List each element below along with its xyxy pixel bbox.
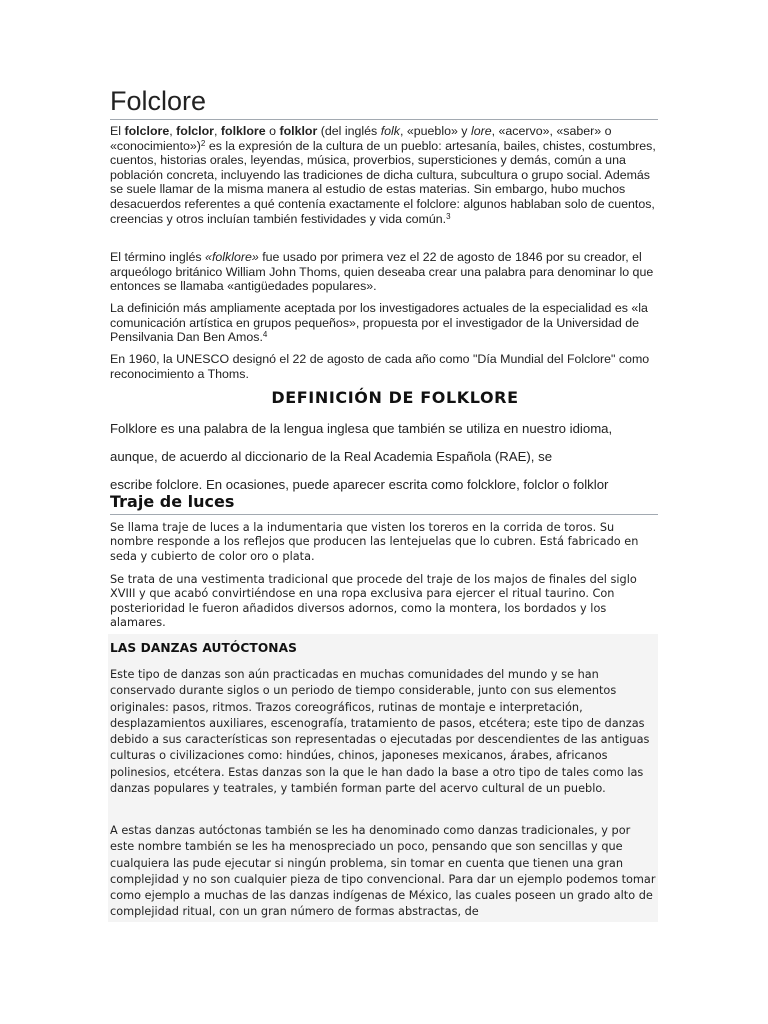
intro-paragraph-4: En 1960, la UNESCO designó el 22 de agosto de cada año como "Día Mundial del Folclore" como reconocimiento a Thoms. <box>110 352 650 381</box>
text-run: , «pueblo» y <box>399 124 471 138</box>
text-run: , «acervo», «saber» o «conocimiento») <box>110 124 612 153</box>
traje-heading: Traje de luces <box>110 491 658 515</box>
text-run: El <box>110 124 125 138</box>
italic-term-lore: lore <box>470 124 492 138</box>
intro-paragraph-3 <box>110 301 662 345</box>
traje-paragraph-2: Se trata de una vestimenta tradicional que procede del traje de los majos de finales del siglo XVIII y que acabó convirtiéndose en una ropa exclusiva para ejercer el ritual taurino. Con posterioridad le fueron añadidos diversos adornos, como la montera, los bordados y los alamares. <box>110 573 637 630</box>
bold-term-folclor: folclor <box>176 124 214 138</box>
text-run: (del inglés <box>317 124 381 138</box>
text-run: La definición más ampliamente aceptada por los investigadores actuales de la especialidad es «la comunicación artística en grupos pequeños», propuesta por el investigador de la Universidad de Pensilvania Dan Ben Amos. <box>110 301 648 345</box>
article-title: Folclore <box>110 84 658 120</box>
text-run: , <box>169 124 177 138</box>
text-run: o <box>265 124 280 138</box>
text-run: , <box>214 124 221 138</box>
bold-term-folklore: folklore <box>220 124 266 138</box>
italic-term-folk: folk <box>380 124 400 138</box>
definition-line-2: aunque, de acuerdo al diccionario de la Real Academia Española (RAE), se <box>110 449 553 464</box>
reference-link[interactable]: 2 <box>200 138 206 148</box>
definition-heading: DEFINICIÓN DE FOLKLORE <box>271 388 519 407</box>
intro-paragraph-2 <box>110 250 662 294</box>
danzas-paragraph-1: Este tipo de danzas son aún practicadas en muchas comunidades del mundo y se han conservado durante siglos o un periodo de tiempo considerable, junto con sus elementos originales: pasos, ritmos. Trazos coreográficos, rutinas de montaje e interpretación, desplazamientos auxiliares, escenografía, tratamiento de pasos, etcétera; este tipo de danzas debido a sus características son representadas o ejecutadas por descendientes de las antiguas culturas o civilizaciones como: hindúes, chinos, japoneses mexicanos, árabes, africanos polinesios, etcétera. Estas danzas son la que le han dado la base a otro tipo de tales como las danzas populares y teatrales, y también forman parte del acervo cultural de un pueblo. <box>110 668 650 796</box>
reference-link[interactable]: 3 <box>446 211 451 221</box>
definition-line-3: escribe folclore. En ocasiones, puede aparecer escrita como folcklore, folclor o folklor <box>110 477 609 492</box>
text-run: El término inglés <box>110 250 206 264</box>
reference-link[interactable]: 4 <box>262 330 268 340</box>
definition-line-1: Folklore es una palabra de la lengua inglesa que también se utiliza en nuestro idioma, <box>110 421 613 436</box>
danzas-heading: LAS DANZAS AUTÓCTONAS <box>110 641 298 655</box>
text-run: fue usado por primera vez el 22 de agosto de 1846 por su creador, el arqueólogo británico William John Thoms, quien deseaba crear una palabra para denominar lo que entonces se llamaba «antigüedades populares». <box>110 250 654 294</box>
traje-paragraph-1: Se llama traje de luces a la indumentaria que visten los toreros en la corrida de toros. Su nombre responde a los reflejos que producen las lentejuelas que lo cubren. Está fabricado en seda y cubierto de color oro o plata. <box>110 521 639 563</box>
text-run: es la expresión de la cultura de un pueblo: artesanía, bailes, chistes, costumbres, cuentos, historias orales, leyendas, música, proverbios, supersticiones y demás, común a una población concreta, incluyendo las tradiciones de dicha cultura, subcultura o grupo social. Además se suele llamar de la misma manera al estudio de estas materias. Sin embargo, hubo muchos desacuerdos referentes a qué contenía exactamente el folclore: algunos hablaban solo de cuentos, creencias y otros incluían también festividades y vida común. <box>110 138 656 226</box>
intro-paragraph-1 <box>110 124 662 226</box>
italic-term-folklore: «folklore» <box>205 250 259 264</box>
bold-term-folklor: folklor <box>279 124 318 138</box>
bold-term-folclore: folclore <box>124 124 170 138</box>
danzas-paragraph-2: A estas danzas autóctonas también se les ha denominado como danzas tradicionales, y por este nombre también se les ha menospreciado un poco, pensando que son sencillas y que cualquiera las pude ejecutar si ningún problema, sin tomar en cuenta que tienen una gran complejidad y no son cualquier pieza de tipo convencional. Para dar un ejemplo podemos tomar como ejemplo a muchas de las danzas indígenas de México, las cuales poseen un grado alto de complejidad ritual, con un gran número de formas abstractas, de <box>110 824 656 919</box>
